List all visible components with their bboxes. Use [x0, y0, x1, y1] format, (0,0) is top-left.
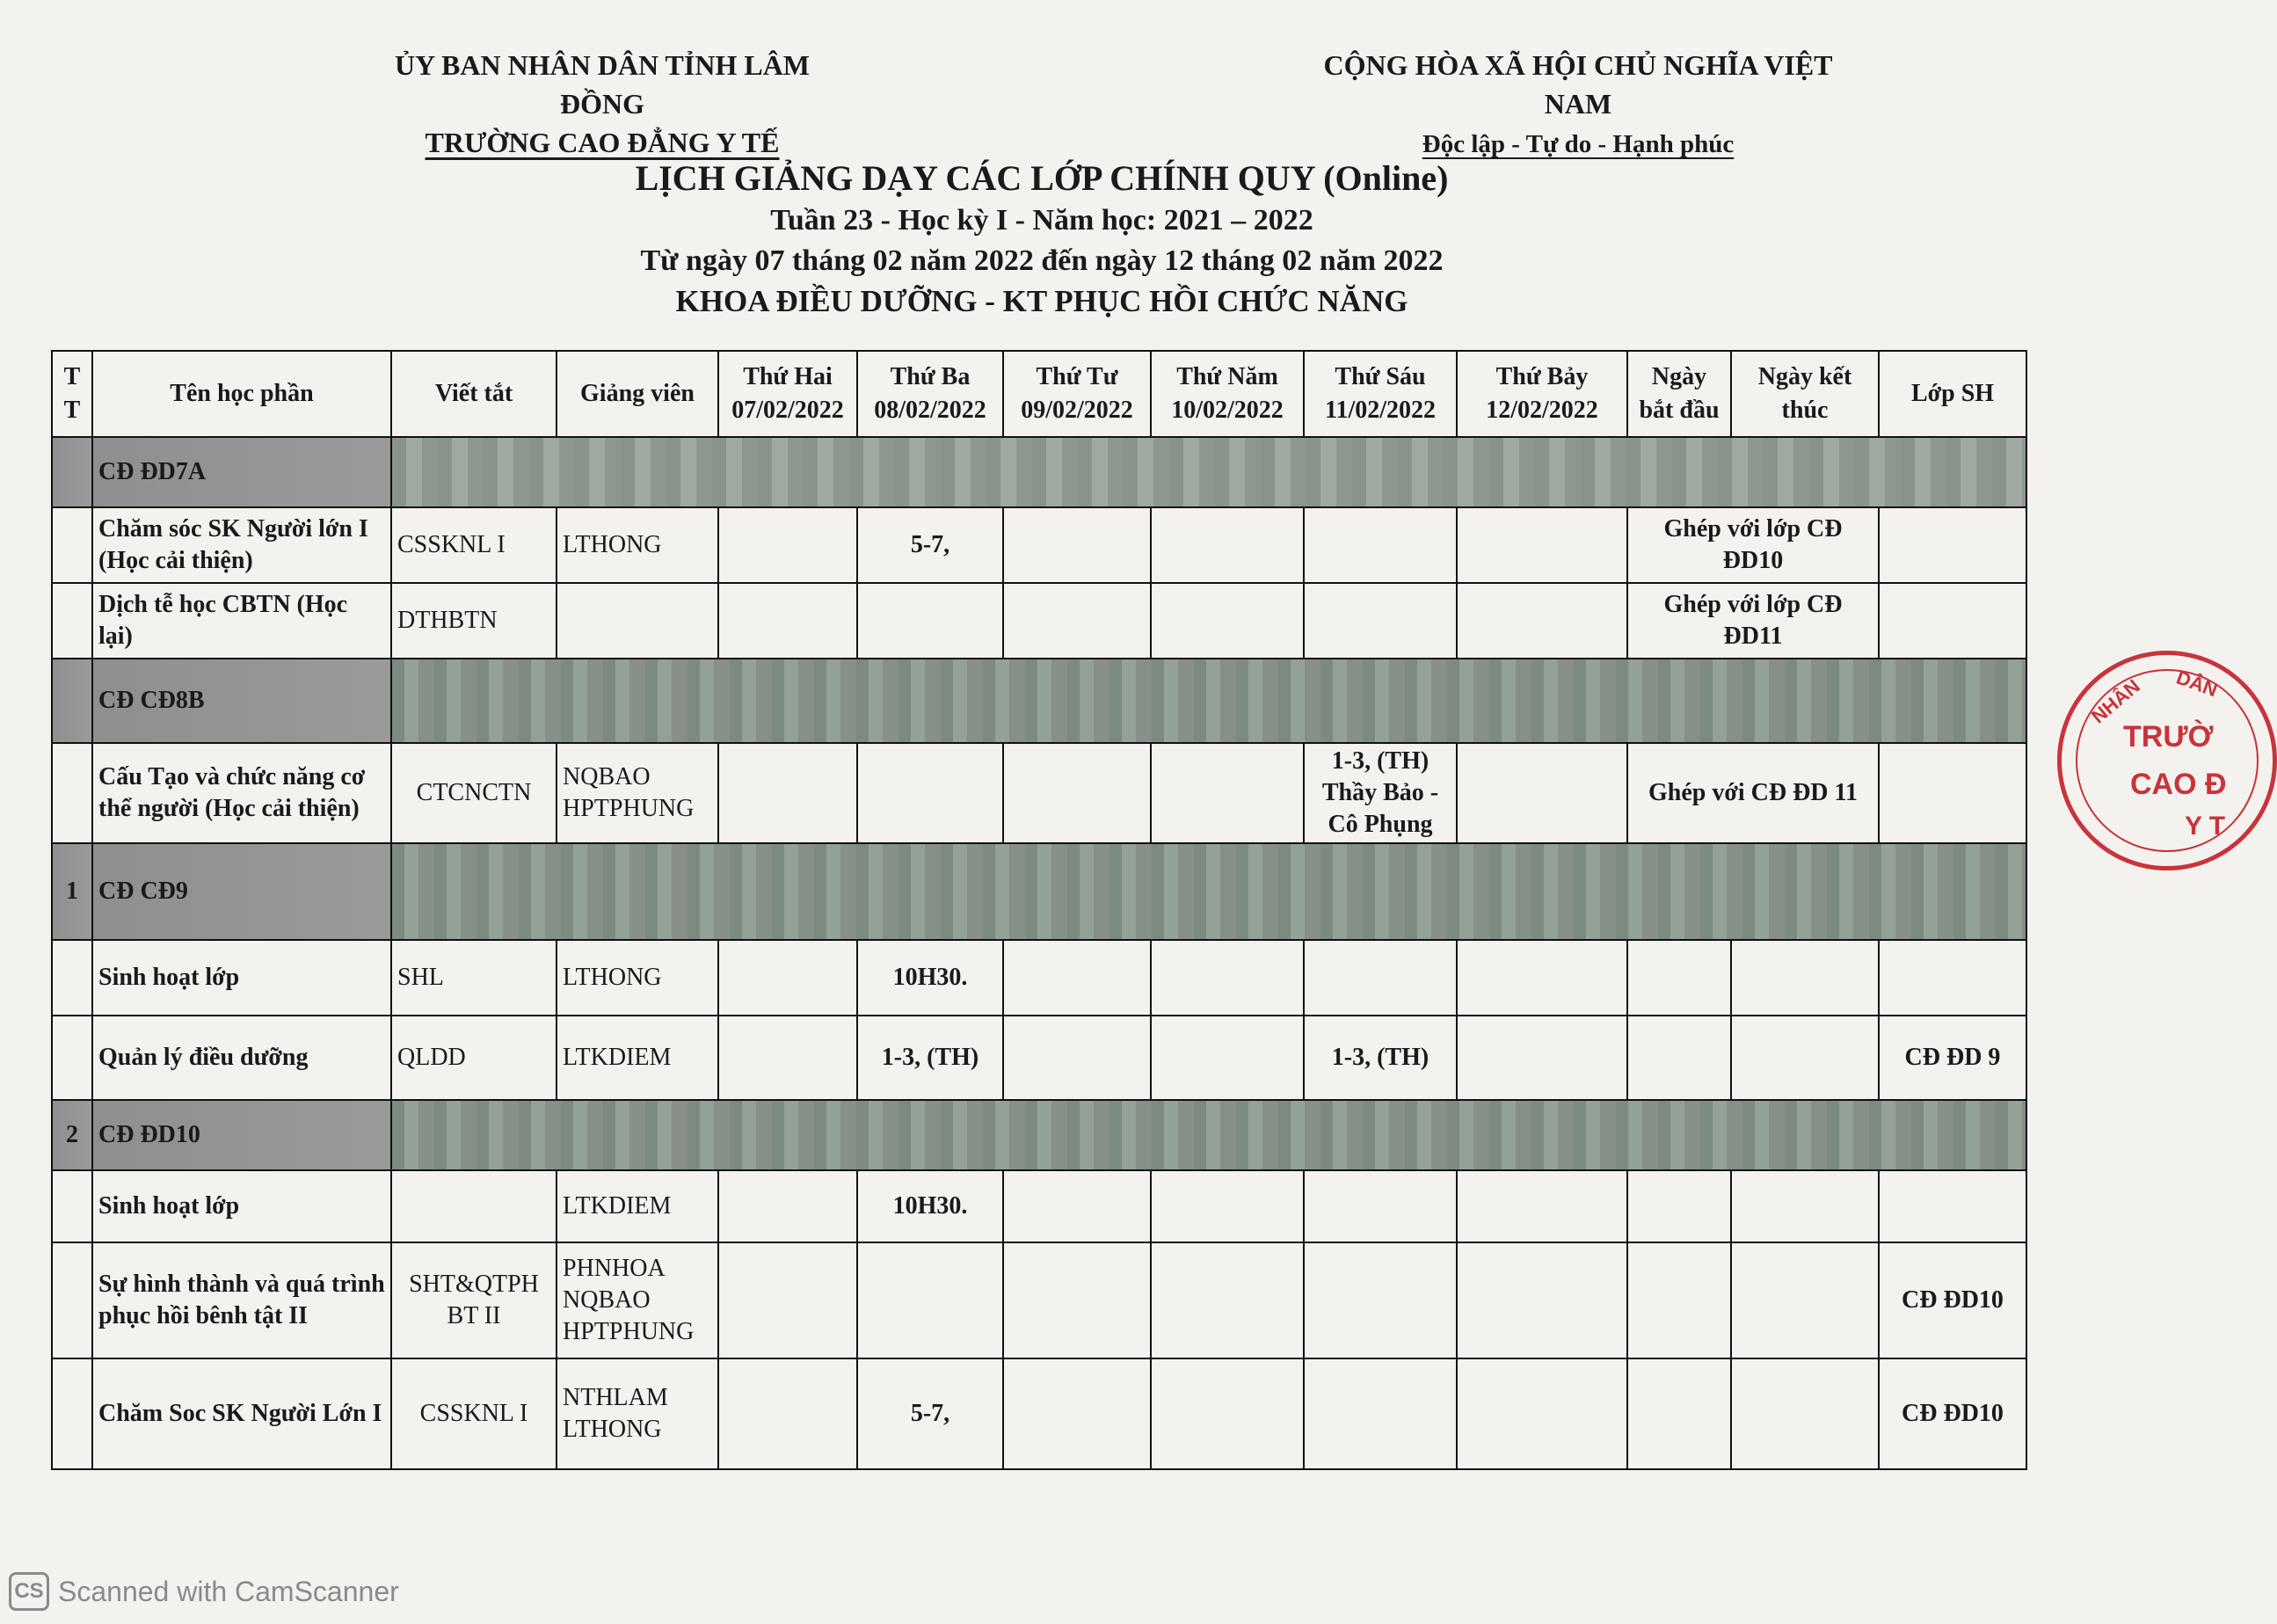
class-cell: CĐ ĐD 9	[1879, 1016, 2026, 1100]
group-row	[52, 437, 2026, 507]
fri-cell	[1304, 743, 1457, 843]
seal-arc-left: NHÂN	[2087, 674, 2144, 728]
table-row	[52, 1170, 2026, 1242]
tue-cell: 5-7,	[857, 507, 1003, 583]
course-abbr	[391, 1242, 557, 1358]
course-name: Sinh hoạt lớp	[92, 940, 391, 1016]
schedule-title: LỊCH GIẢNG DẠY CÁC LỚP CHÍNH QUY (Online)	[635, 158, 1449, 198]
seal-line-3: Y T	[2185, 812, 2226, 841]
scanner-text: Scanned with CamScanner	[58, 1575, 399, 1607]
merged-note: Ghép với lớp CĐ ĐD11	[1627, 583, 1879, 659]
date-range-line: Từ ngày 07 tháng 02 năm 2022 đến ngày 12 tháng 02 năm 2022	[640, 244, 1444, 277]
lecturer	[557, 1358, 718, 1469]
header-row	[52, 351, 2026, 437]
group-row	[52, 843, 2026, 940]
group-tt	[52, 659, 92, 743]
class-cell: CĐ ĐD10	[1879, 1358, 2026, 1469]
national-motto: Độc lập - Tự do - Hạnh phúc	[1422, 130, 1735, 158]
course-name: Cấu Tạo và chức năng cơ thể người (Học cải thiện)	[92, 743, 391, 843]
lecturer-3: HPTPHUNG	[563, 1318, 695, 1345]
course-abbr-2: BT II	[447, 1302, 501, 1329]
group-redacted-band	[391, 843, 2026, 940]
table-row	[52, 1016, 2026, 1100]
group-row	[52, 659, 2026, 743]
lecturer-1: PHNHOA	[563, 1255, 666, 1282]
course-name: Sinh hoạt lớp	[92, 1170, 391, 1242]
fri-teacher-2: Cô Phụng	[1328, 811, 1433, 838]
group-name: CĐ CĐ9	[92, 843, 391, 940]
header-tt: T T	[52, 351, 92, 437]
fri-teacher-1: Thầy Bảo -	[1321, 779, 1439, 806]
header-sat: Thứ Bảy 12/02/2022	[1457, 351, 1627, 437]
table-row	[52, 1242, 2026, 1358]
tue-cell: 10H30.	[857, 940, 1003, 1016]
week-line: Tuần 23 - Học kỳ I - Năm học: 2021 – 2022	[770, 204, 1313, 237]
table-row	[52, 507, 2026, 583]
lecturer: LTKDIEM	[557, 1016, 718, 1100]
header-fri: Thứ Sáu 11/02/2022	[1304, 351, 1457, 437]
header-thu: Thứ Năm 10/02/2022	[1151, 351, 1304, 437]
issuer-school: TRƯỜNG CAO ĐẲNG Y TẾ	[425, 127, 780, 158]
tue-cell: 1-3, (TH)	[857, 1016, 1003, 1100]
national-title: CỘNG HÒA XÃ HỘI CHỦ NGHĨA VIỆT NAM	[1323, 49, 1833, 120]
fri-cell: 1-3, (TH)	[1304, 1016, 1457, 1100]
national-motto-block	[1292, 46, 1864, 164]
table-row	[52, 940, 2026, 1016]
table-row	[52, 1358, 2026, 1469]
seal-line-1: TRƯỜ	[2123, 720, 2214, 754]
course-abbr: CTCNCTN	[391, 743, 557, 843]
group-name: CĐ CĐ8B	[92, 659, 391, 743]
course-name: Chăm Soc SK Người Lớn I	[92, 1358, 391, 1469]
seal-arc-right: DÂN	[2173, 666, 2221, 702]
course-name: Sự hình thành và quá trình phục hồi bênh tật II	[92, 1242, 391, 1358]
seal-line-2: CAO Đ	[2130, 768, 2227, 801]
course-name: Chăm sóc SK Người lớn I (Học cải thiện)	[92, 507, 391, 583]
issuer-block	[356, 46, 848, 162]
group-tt: 2	[52, 1100, 92, 1170]
group-tt: 1	[52, 843, 92, 940]
header-wed: Thứ Tư 09/02/2022	[1003, 351, 1151, 437]
lecturer-2: NQBAO	[563, 1286, 651, 1314]
course-abbr: QLDD	[391, 1016, 557, 1100]
faculty-line: KHOA ĐIỀU DƯỠNG - KT PHỤC HỒI CHỨC NĂNG	[675, 284, 1408, 318]
scanner-watermark	[9, 1572, 399, 1611]
group-tt	[52, 437, 92, 507]
table-row	[52, 743, 2026, 843]
course-abbr-1: SHT&QTPH	[409, 1271, 539, 1298]
lecturer: LTHONG	[557, 940, 718, 1016]
class-cell: CĐ ĐD10	[1879, 1242, 2026, 1358]
group-redacted-band	[391, 1100, 2026, 1170]
group-name: CĐ ĐD10	[92, 1100, 391, 1170]
group-name: CĐ ĐD7A	[92, 437, 391, 507]
lecturer-2: LTHONG	[563, 1416, 662, 1443]
document-titles	[527, 157, 1556, 322]
header-class: Lớp SH	[1879, 351, 2026, 437]
lecturer	[557, 1242, 718, 1358]
course-abbr: CSSKNL I	[391, 1358, 557, 1469]
lecturer-2: HPTPHUNG	[563, 795, 695, 822]
lecturer: LTHONG	[557, 507, 718, 583]
official-seal	[2057, 651, 2277, 870]
tue-cell: 10H30.	[857, 1170, 1003, 1242]
course-abbr: CSSKNL I	[391, 507, 557, 583]
merged-note: Ghép với lớp CĐ ĐD10	[1627, 507, 1879, 583]
header-end: Ngày kết thúc	[1731, 351, 1879, 437]
issuer-province: ỦY BAN NHÂN DÂN TỈNH LÂM ĐỒNG	[394, 49, 810, 120]
course-name: Quản lý điều dưỡng	[92, 1016, 391, 1100]
header-mon: Thứ Hai 07/02/2022	[718, 351, 857, 437]
header-course: Tên học phần	[92, 351, 391, 437]
lecturer	[557, 743, 718, 843]
course-abbr: SHL	[391, 940, 557, 1016]
lecturer-1: NQBAO	[563, 763, 651, 790]
fri-session: 1-3, (TH)	[1331, 747, 1429, 775]
course-name: Dịch tễ học CBTN (Học lại)	[92, 583, 391, 659]
group-redacted-band	[391, 659, 2026, 743]
group-redacted-band	[391, 437, 2026, 507]
table-row	[52, 583, 2026, 659]
tue-cell: 5-7,	[857, 1358, 1003, 1469]
merged-note: Ghép với CĐ ĐD 11	[1627, 743, 1879, 843]
group-row	[52, 1100, 2026, 1170]
header-lecturer: Giảng viên	[557, 351, 718, 437]
header-abbr: Viết tắt	[391, 351, 557, 437]
camscanner-logo-icon: CS	[9, 1572, 49, 1611]
schedule-table	[51, 350, 2027, 1470]
header-tue: Thứ Ba 08/02/2022	[857, 351, 1003, 437]
lecturer-1: NTHLAM	[563, 1384, 668, 1411]
lecturer: LTKDIEM	[557, 1170, 718, 1242]
header-start: Ngày bắt đầu	[1627, 351, 1731, 437]
course-abbr: DTHBTN	[391, 583, 557, 659]
